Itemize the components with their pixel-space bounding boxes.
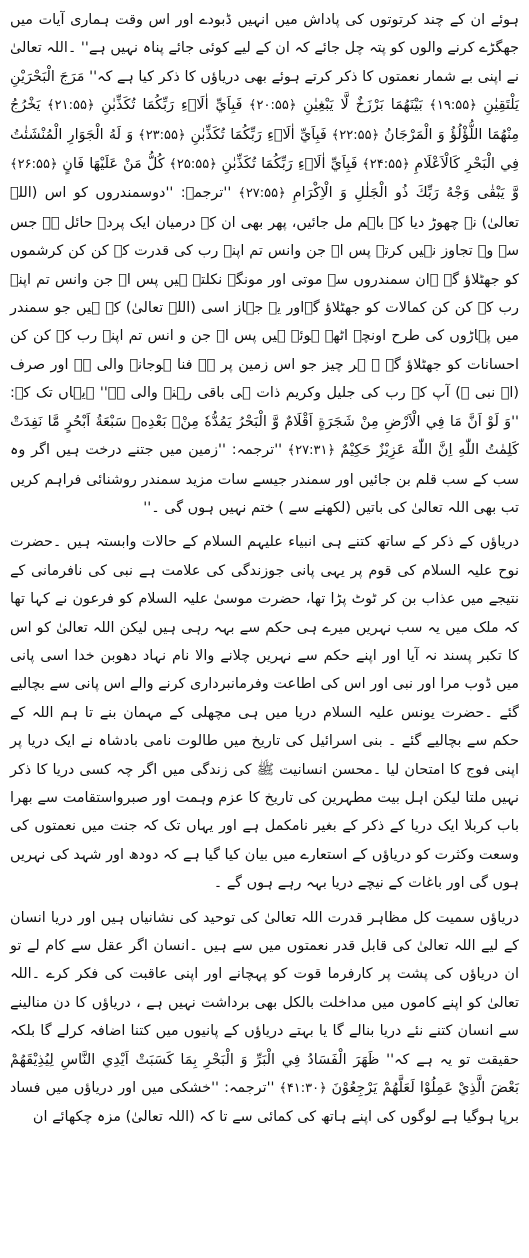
verse-reference: ﴿۲۷:۳۱﴾ xyxy=(282,443,341,459)
verse-reference: ﴿۲۰:۵۵﴾ xyxy=(242,98,303,114)
body-text: ہوئے ان کے چند کرتوتوں کی پاداش میں انہیں ڈبودے اور اس وقت ہماری آیات میں جھگڑے کرنے والوں کو پتہ چل جائے کہ ان کے لیے کوئی جائے پناہ نہیں ہے'' ۔اللہ تعالیٰ نے اپنی بے شمار نعمتوں کا ذکر کرتے ہوئے بھی دریاؤں کا ذکر کیا ہے کہ'' xyxy=(10,12,519,85)
quran-verse: فَبِاَيِّ اٰلَاۗءِ رَبِّكُمَا تُكَذِّبٰنِ xyxy=(190,126,327,143)
quran-verse: وَّ يَبْقٰى وَجْهُ رَبِّكَ ذُو الْجَلٰلِ وَ الْاِكْرَامِ xyxy=(292,185,520,202)
body-text: ''ترجمہ: ''زمین میں جتنے درخت ہیں اگر وہ سب کے سب قلم بن جائیں اور سمندر جیسے سات مزید سمندر روشنائی فراہم کریں تب بھی اللہ تعالیٰ کی باتیں (لکھنے سے ) ختم نہیں ہوں گی ۔'' xyxy=(10,442,519,516)
quran-verse: بَيْنَهُمَا بَرْزَخٌ لَّا يَبْغِيٰنِ xyxy=(302,97,423,114)
verse-reference: ﴿۴۱:۳۰﴾ xyxy=(274,1081,332,1097)
verse-reference: ﴿۲۷:۵۵﴾ xyxy=(231,186,293,202)
quran-verse: وَ لَوْ اَنَّ مَا فِي الْاَرْضِ مِنْ شَجَرَةٍ اَقْلَامٌ وَّ الْبَحْرُ يَمُدُّهٗ مِنْۢ بَعْدِهٖ سَبْعَةُ اَبْحُرٍ مَّا نَفِدَتْ كَلِمٰتُ اللّٰهِ اِنَّ اللّٰهَ عَزِيْزٌ حَكِيْمٌ xyxy=(10,413,520,459)
paragraph xyxy=(10,6,519,522)
verse-reference: ﴿۲۴:۵۵﴾ xyxy=(357,157,415,173)
verse-reference: ﴿۲۵:۵۵﴾ xyxy=(164,157,222,173)
verse-reference: ﴿۲۲:۵۵﴾ xyxy=(326,127,385,143)
verse-reference: ﴿۲۱:۵۵﴾ xyxy=(40,98,102,114)
quran-verse: فَبِاَيِّ اٰلَاۗءِ رَبِّكُمَا تُكَذِّبٰنِ xyxy=(221,156,358,173)
quran-verse: كُلُّ مَنْ عَلَيْهَا فَانٍ xyxy=(62,156,165,173)
verse-reference: ﴿۲۶:۵۵﴾ xyxy=(10,157,63,173)
quran-verse: ظَهَرَ الْفَسَادُ فِي الْبَرِّ وَ الْبَحْرِ بِمَا كَسَبَتْ اَيْدِي النَّاسِ لِيُذِيْقَهُمْ بَعْضَ الَّذِيْ عَمِلُوْا لَعَلَّهُمْ يَرْجِعُوْنَ xyxy=(10,1051,520,1097)
body-text: ''ترجمہ: ''دوسمندروں کو اس (اللہ تعالیٰ) نے چھوڑ دیا کہ باہم مل جائیں، پھر بھی ان کے درمیان ایک پردہ حائل ہے جس سے وہ تجاوز نہیں کرتے پس اے جن وانس تم اپنے رب کی قدرت کے کن کن کرشموں کو جھٹلاؤ گے ۔ان سمندروں سے موتی اور مونگے نکلتے ہیں پس اے جن وانس تم اپنے رب کے کن کن کمالات کو جھٹلاؤ گےاور یہ جہاز اسی (اللہ تعالیٰ) کے ہیں جو سمندر میں پہاڑوں کی طرح اونچے اٹھے ہوئے ہیں پس اے جن و انس تم اپنے رب کے کن کن احسانات کو جھٹلاؤ گے ۔ ہر چیز جو اس زمین پر ہے فنا ہوجانے والی ہے اور صرف (اے نبی ﷺ) آپ کے رب کی جلیل وکریم ذات ہی باقی رہنے والی ہے'' ۔یہاں تک کہ: '' xyxy=(10,185,519,430)
paragraph xyxy=(10,528,519,897)
quran-verse: وَ لَهُ الْجَوَارِ الْمُنْشَئٰتُ فِي الْبَحْرِ كَالْاَعْلَامِ xyxy=(10,126,520,173)
body-text: دریاؤں کے ذکر کے ساتھ کتنے ہی انبیاء علیہم السلام کے حالات وابستہ ہیں ۔حضرت نوح علیہ السلام کی قوم پر یہی پانی جوزندگی کی علامت ہے نبی کی نافرمانی کے نتیجے میں عذاب بن کر ٹوٹ پڑا تھا، حضرت موسیٰ علیہ السلام کو فرعون نے کہا تھا کہ ملک میں یہ سب نہریں میرے ہی حکم سے بہہ رہی ہیں لیکن اللہ تعالیٰ کو اس کا تکبر پسند نہ آیا اور اپنے حکم سے نہریں چلانے والا نام نہاد دھوبن خدا اسی پانی میں ڈوب مرا اور نبی اور اس کی اطاعت وفرمانبرداری کرنے والے اس پانی سے بچالیے گئے ۔حضرت یونس علیہ السلام دریا میں ہی مچھلی کے مہمان بنے تا ہم اللہ کے حکم سے بچالیے گئے ۔ بنی اسرائیل کی تاریخ میں طالوت نامی بادشاہ نے ایک دریا پر اپنی فوج کا امتحان لیا ۔محسن انسانیت ﷺ کی زندگی میں اگر چہ کسی دریا کا ذکر نہیں ملتا لیکن اہل بیت مطہرین کی تاریخ کا عزم وہمت اور صبرواستقامت سے بھرا باب کربلا ایک دریا کے ذکر کے بغیر نامکمل ہے اور یہاں تک کہ جنت میں نعمتوں کی وسعت وکثرت کو دریاؤں کے استعارے میں بیان کیا گیا ہے کہ دودھ اور شہد کی نہریں ہوں گی اور باغات کے نیچے دریا بہہ رہے ہوں گے ۔ xyxy=(10,534,519,892)
verse-reference: ﴿۱۹:۵۵﴾ xyxy=(422,98,484,114)
quran-verse: مَرَجَ الْبَحْرَيْنِ يَلْتَقِيٰنِ xyxy=(10,68,519,114)
paragraph xyxy=(10,904,519,1132)
body-text: دریاؤں سمیت کل مظاہر قدرت اللہ تعالیٰ کی توحید کی نشانیاں ہیں اور دریا انسان کے لیے اللہ تعالیٰ کی قابل قدر نعمتوں میں سے ہیں ۔انسان اگر عقل سے کام لے تو ان دریاؤں کی پشت پر کارفرما قوت کو پہچانے اور اپنی عاقبت کی فکر کرے ۔اللہ تعالیٰ کو اپنے کاموں میں مداخلت بالکل بھی برداشت نہیں ہے ، دریاؤں کا دن منالینے سے انسان کتنے نئے دریا بنالے گا یا بہتے دریاؤں کے پانیوں میں کتنا اضافہ کرلے گا بلکہ حقیقت تو یہ ہے کہ'' xyxy=(10,909,519,1068)
verse-reference: ﴿۲۳:۵۵﴾ xyxy=(133,127,191,143)
quran-verse: فَبِاَيِّ اٰلَاۗءِ رَبِّكُمَا تُكَذِّبٰنِ xyxy=(101,97,243,114)
quran-verse: يَخْرُجُ مِنْهُمَا اللُّؤْلُؤُ وَ الْمَرْجَانُ xyxy=(10,97,520,143)
body-text: ''ترجمہ: ''خشکی میں اور دریاؤں میں فساد برپا ہوگیا ہے لوگوں کی اپنے ہاتھ کی کمائی سے تا کہ (اللہ تعالیٰ) مزہ چکھائے ان xyxy=(10,1080,519,1126)
